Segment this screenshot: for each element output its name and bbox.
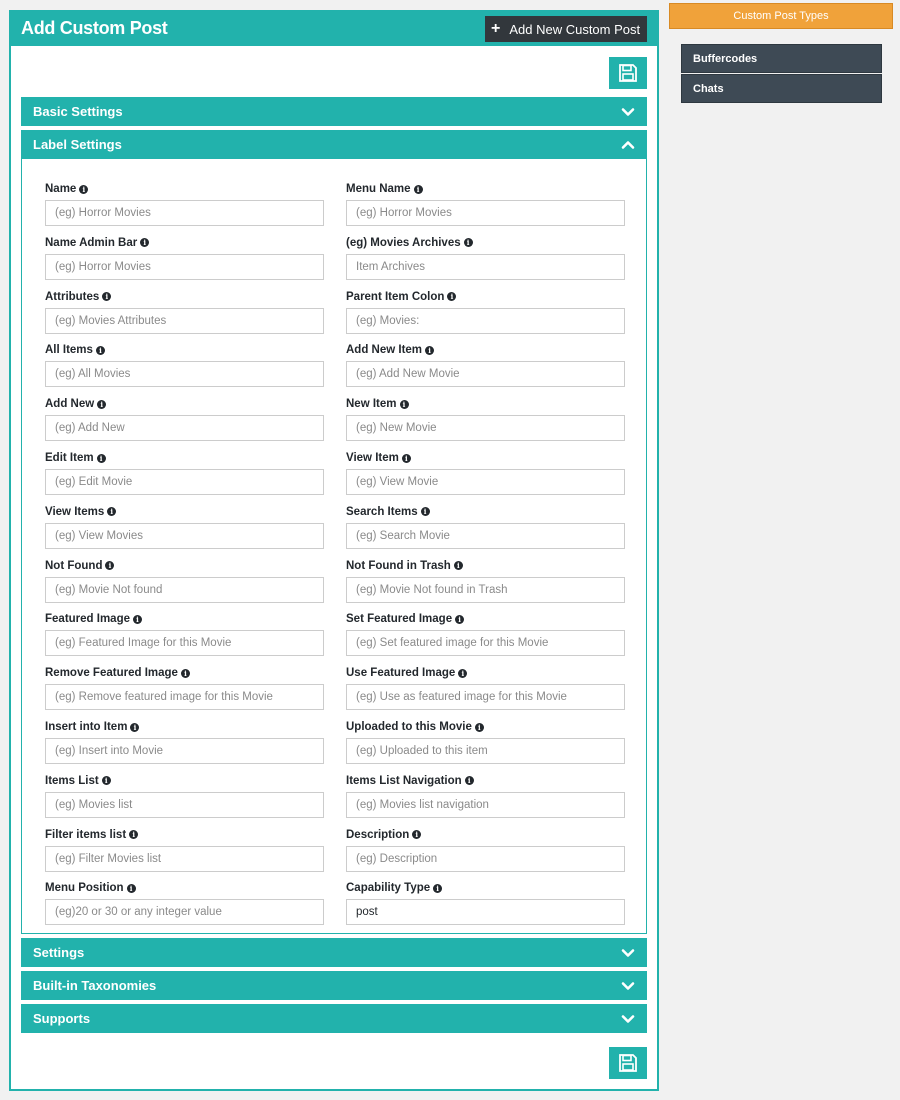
label-field <box>346 720 626 734</box>
info-icon[interactable]: i <box>421 507 430 516</box>
field-label-text: Not Found in Trash <box>346 559 451 572</box>
field-label <box>346 451 626 465</box>
field-label <box>45 182 325 196</box>
field-label-text: Name Admin Bar <box>45 236 138 249</box>
field-label-text: Insert into Item <box>45 721 128 733</box>
add-new-custom-post-label: Add New Custom Post <box>509 21 641 37</box>
label-settings-body <box>21 159 647 934</box>
label-field <box>346 828 626 842</box>
label-field <box>45 720 325 734</box>
label-field <box>45 881 325 895</box>
label-field <box>45 666 325 680</box>
field-label <box>45 451 325 465</box>
label-field <box>346 881 626 895</box>
panel-header <box>11 12 657 46</box>
label-field <box>45 290 325 304</box>
label-field <box>45 182 325 196</box>
field-label <box>45 828 325 842</box>
field-input[interactable] <box>346 684 625 710</box>
field-label <box>45 666 325 680</box>
info-icon[interactable]: i <box>105 561 114 570</box>
field-label-text: Add New <box>45 398 95 411</box>
field-label <box>45 343 325 357</box>
field-label-text: Menu Position <box>45 882 124 895</box>
floppy-disk-icon <box>618 63 638 83</box>
save-button-bottom[interactable] <box>609 1047 647 1079</box>
field-input[interactable] <box>346 738 625 764</box>
field-input[interactable] <box>45 200 324 226</box>
field-label <box>45 559 325 573</box>
field-label <box>346 182 626 196</box>
field-input[interactable] <box>346 254 625 280</box>
label-field <box>45 343 325 357</box>
field-label <box>346 828 626 842</box>
field-label-text: Attributes <box>45 290 100 303</box>
field-input[interactable] <box>346 792 625 818</box>
info-icon[interactable]: i <box>402 454 411 463</box>
field-input[interactable] <box>346 361 625 387</box>
save-button-top[interactable] <box>609 57 647 89</box>
floppy-disk-icon <box>618 1053 638 1073</box>
info-icon[interactable]: i <box>454 561 463 570</box>
field-label-text: View Items <box>45 505 105 518</box>
accordion-label-settings[interactable] <box>21 130 647 159</box>
field-label <box>346 397 626 411</box>
add-new-custom-post-button[interactable] <box>485 16 647 42</box>
field-input[interactable] <box>45 630 324 656</box>
label-field <box>346 343 626 357</box>
label-field <box>346 182 626 196</box>
info-icon[interactable]: i <box>475 723 484 732</box>
field-label-text: Edit Item <box>45 452 94 464</box>
field-label-text: Not Found <box>45 559 103 572</box>
field-input[interactable] <box>346 846 625 872</box>
field-label <box>346 236 626 250</box>
info-icon[interactable]: i <box>102 292 111 301</box>
field-label-text: Add New Item <box>346 344 423 357</box>
info-icon[interactable]: i <box>425 346 434 355</box>
info-icon[interactable]: i <box>129 830 138 839</box>
field-label <box>45 397 325 411</box>
field-label <box>346 881 626 895</box>
info-icon[interactable]: i <box>107 507 116 516</box>
accordion-settings[interactable] <box>21 938 647 967</box>
field-input[interactable] <box>346 469 625 495</box>
chevron-down-icon <box>621 105 635 119</box>
label-field <box>346 666 626 680</box>
field-label-text: Set Featured Image <box>346 613 453 626</box>
info-icon[interactable]: i <box>140 238 149 247</box>
chevron-down-icon <box>621 979 635 993</box>
field-label <box>346 559 626 573</box>
label-field <box>45 774 325 788</box>
info-icon[interactable]: i <box>400 400 409 409</box>
field-input[interactable] <box>346 415 625 441</box>
sidebar-item-buffercodes[interactable]: Buffercodes <box>681 44 882 73</box>
field-label <box>346 343 626 357</box>
field-input[interactable] <box>45 308 324 334</box>
field-label-text: Items List Navigation <box>346 774 462 787</box>
accordion-supports-label: Supports <box>33 1011 91 1026</box>
field-label-text: Items List <box>45 774 99 787</box>
field-input[interactable] <box>45 846 324 872</box>
field-input[interactable] <box>346 523 625 549</box>
field-label-text: (eg) Movies Archives <box>346 236 461 249</box>
accordion-label-settings-label: Label Settings <box>33 137 122 152</box>
field-input[interactable] <box>346 200 625 226</box>
info-icon[interactable]: i <box>127 884 136 893</box>
field-label-text: Menu Name <box>346 183 411 195</box>
field-label <box>346 666 626 680</box>
accordion-supports[interactable] <box>21 1004 647 1033</box>
field-label-text: Name <box>45 183 77 195</box>
sidebar-item-chats[interactable]: Chats <box>681 74 882 103</box>
label-field <box>346 774 626 788</box>
label-field <box>346 290 626 304</box>
label-field <box>346 236 626 250</box>
label-field <box>45 236 325 250</box>
field-label <box>45 236 325 250</box>
info-icon[interactable]: i <box>97 400 106 409</box>
field-input[interactable] <box>45 254 324 280</box>
field-label-text: Capability Type <box>346 882 431 895</box>
label-field <box>346 505 626 519</box>
info-icon[interactable]: i <box>433 884 442 893</box>
info-icon[interactable]: i <box>414 185 423 194</box>
accordion-basic-settings-label: Basic Settings <box>33 104 123 119</box>
field-input[interactable] <box>45 899 324 925</box>
label-field <box>346 397 626 411</box>
custom-post-types-header[interactable]: Custom Post Types <box>669 3 893 29</box>
plus-icon: + <box>491 20 501 37</box>
info-icon[interactable]: i <box>464 238 473 247</box>
field-label-text: Uploaded to this Movie <box>346 721 472 733</box>
field-input[interactable] <box>45 523 324 549</box>
field-label <box>346 290 626 304</box>
label-field <box>45 397 325 411</box>
field-input[interactable] <box>346 899 625 925</box>
info-icon[interactable]: i <box>181 669 190 678</box>
accordion-basic-settings[interactable] <box>21 97 647 126</box>
field-label-text: Search Items <box>346 505 418 518</box>
field-input[interactable] <box>346 630 625 656</box>
field-input[interactable] <box>45 792 324 818</box>
chevron-down-icon <box>621 1012 635 1026</box>
field-label <box>346 505 626 519</box>
page-title: Add Custom Post <box>21 18 168 38</box>
chevron-down-icon <box>621 946 635 960</box>
label-field <box>45 828 325 842</box>
info-icon[interactable]: i <box>102 776 111 785</box>
field-label <box>45 505 325 519</box>
field-label-text: All Items <box>45 344 93 357</box>
accordion-built-in-taxonomies[interactable] <box>21 971 647 1000</box>
field-label-text: Filter items list <box>45 828 127 841</box>
info-icon[interactable]: i <box>412 830 421 839</box>
info-icon[interactable]: i <box>130 723 139 732</box>
label-field <box>45 451 325 465</box>
info-icon[interactable]: i <box>133 615 142 624</box>
field-input[interactable] <box>45 415 324 441</box>
field-label <box>346 720 626 734</box>
field-label-text: Use Featured Image <box>346 667 456 680</box>
info-icon[interactable]: i <box>97 454 106 463</box>
info-icon[interactable]: i <box>96 346 105 355</box>
label-field <box>346 451 626 465</box>
field-label-text: Remove Featured Image <box>45 667 178 680</box>
field-label <box>346 612 626 626</box>
accordion-taxonomies-label: Built-in Taxonomies <box>33 978 157 993</box>
field-input[interactable] <box>45 684 324 710</box>
chevron-up-icon <box>621 138 635 152</box>
field-label <box>45 881 325 895</box>
accordion-settings-label: Settings <box>33 945 85 960</box>
field-label-text: Parent Item Colon <box>346 290 445 303</box>
info-icon[interactable]: i <box>458 669 467 678</box>
field-label <box>45 612 325 626</box>
label-field <box>45 505 325 519</box>
field-input[interactable] <box>45 361 324 387</box>
label-field <box>346 559 626 573</box>
field-label <box>45 290 325 304</box>
field-label <box>346 774 626 788</box>
field-input[interactable] <box>45 738 324 764</box>
field-label <box>45 720 325 734</box>
field-input[interactable] <box>346 577 625 603</box>
field-label-text: New Item <box>346 398 397 411</box>
info-icon[interactable]: i <box>447 292 456 301</box>
label-field <box>45 559 325 573</box>
info-icon[interactable]: i <box>79 185 88 194</box>
field-input[interactable] <box>346 308 625 334</box>
info-icon[interactable]: i <box>465 776 474 785</box>
info-icon[interactable]: i <box>455 615 464 624</box>
add-custom-post-panel <box>9 10 659 1091</box>
field-label <box>45 774 325 788</box>
field-label-text: View Item <box>346 452 399 464</box>
field-label-text: Featured Image <box>45 613 130 626</box>
field-input[interactable] <box>45 469 324 495</box>
label-field <box>45 612 325 626</box>
field-input[interactable] <box>45 577 324 603</box>
field-label-text: Description <box>346 828 410 841</box>
label-field <box>346 612 626 626</box>
